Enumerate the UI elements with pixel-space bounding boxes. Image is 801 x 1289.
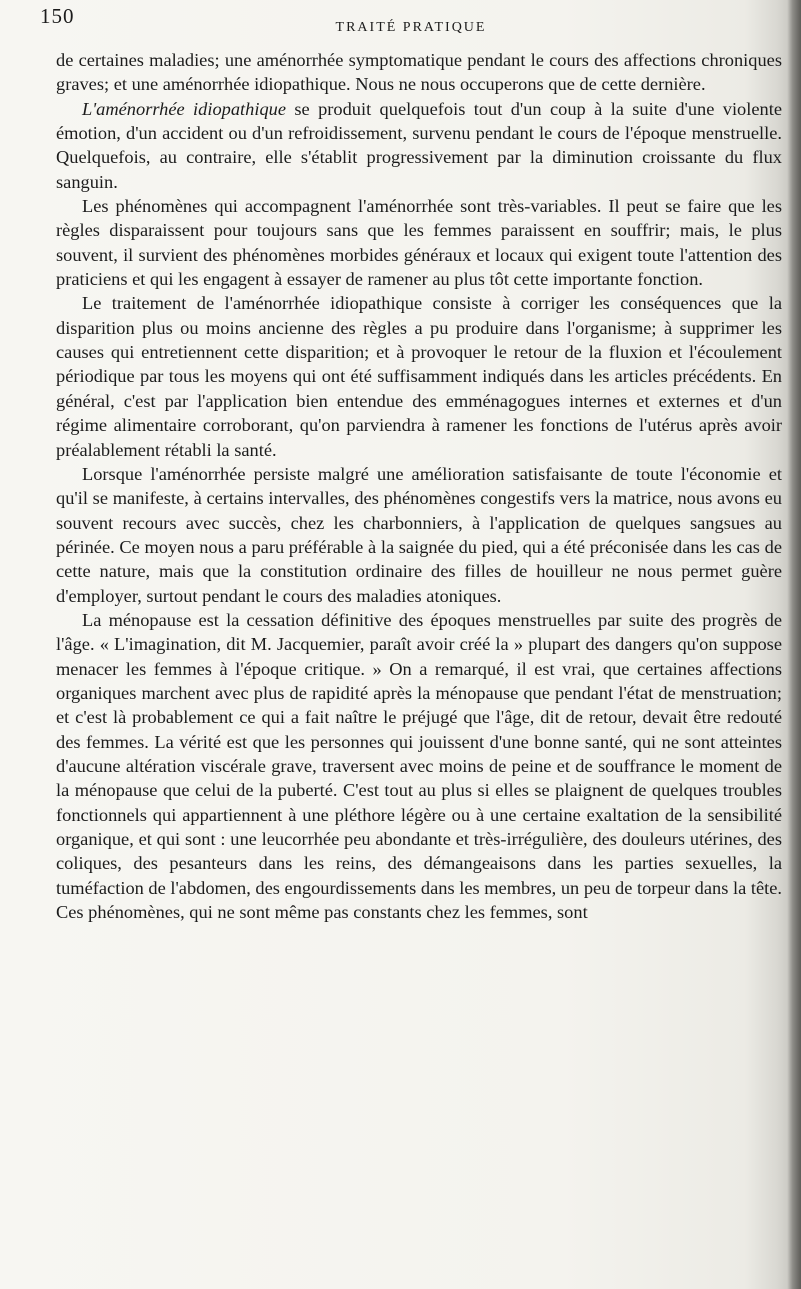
- paragraph-1: de certaines maladies; une aménorrhée symptomatique pendant le cours des affections chroniques graves; et une aménorrhée idiopathique. Nous ne nous occuperons que de cette dernière.: [56, 50, 782, 95]
- page-header: [40, 4, 782, 40]
- italic-term: L'aménorrhée idiopathique: [82, 98, 287, 119]
- paragraph-5: Lorsque l'aménorrhée persiste malgré une amélioration satisfaisante de toute l'économie et qu'il se manifeste, à certains intervalles, des phénomènes congestifs vers la matrice, nous avons eu souvent recours avec succès, chez les charbonniers, à l'application de quelques sangsues au périnée. Ce moyen nous a paru préférable à la saignée du pied, qui a été préconisée dans les cas de cette nature, mais que la constitution ordinaire des filles de houilleur ne nous permet guère d'employer, surtout pendant le cours des maladies atoniques.: [56, 463, 782, 606]
- paragraph-3: Les phénomènes qui accompagnent l'aménorrhée sont très-variables. Il peut se faire que les règles disparaissent pour toujours sans que les femmes paraissent en souffrir; mais, le plus souvent, il survient des phénomènes morbides généraux et locaux qui exigent toute l'attention des praticiens et qui les engagent à essayer de ramener au plus tôt cette importante fonction.: [56, 196, 782, 290]
- paragraph-6: La ménopause est la cessation définitive des époques menstruelles par suite des progrès de l'âge. « L'imagination, dit M. Jacquemier, paraît avoir créé la » plupart des dangers qu'on suppose menacer les femmes à l'époque critique. » On a remarqué, il est vrai, que certaines affections organiques marchent avec plus de rapidité après la ménopause que pendant l'état de menstruation; et c'est là probablement ce qui a fait naître le préjugé que l'âge, dit de retour, devait être redouté des femmes. La vérité est que les personnes qui jouissent d'une bonne santé, qui ne sont atteintes d'aucune altération viscérale grave, traversent avec moins de peine et de souffrance le moment de la ménopause que celui de la puberté. C'est tout au plus si elles se plaignent de quelques troubles fonctionnels qui appartiennent à une pléthore légère ou à une certaine exaltation de la sensibilité organique, et qui sont : une leucorrhée peu abondante et très-irrégulière, des douleurs utérines, des coliques, des pesanteurs dans les reins, des démangeaisons dans les parties sexuelles, la tuméfaction de l'abdomen, des engourdissements dans les membres, un peu de torpeur dans la tête. Ces phénomènes, qui ne sont même pas constants chez les femmes, sont: [56, 609, 782, 923]
- page-spine-shadow: [787, 0, 801, 1289]
- paragraph-2: [56, 97, 782, 194]
- paragraph-4: Le traitement de l'aménorrhée idiopathique consiste à corriger les conséquences que la disparition plus ou moins ancienne des règles a pu produire dans l'organisme; à supprimer les causes qui entretiennent cette disparition; et à provoquer le retour de la fluxion et l'écoulement périodique par tous les moyens qui ont été suffisamment indiqués dans les articles précédents. En général, c'est par l'application bien entendue des emménagogues internes et externes et d'un régime alimentaire corroborant, qu'on parviendra à ramener les fonctions de l'utérus après avoir préalablement rétabli la santé.: [56, 293, 782, 460]
- running-head: TRAITÉ PRATIQUE: [335, 20, 487, 35]
- page-number: 150: [40, 4, 75, 28]
- paragraph-2-text: se produit quelquefois tout d'un coup à la suite d'une violente émotion, d'un accident ou d'un refroidissement, survenu pendant le cours de l'époque menstruelle. Quelquefois, au contraire, elle s'établit progressivement par la diminution croissante du flux sanguin.: [56, 98, 782, 192]
- body-text: [56, 48, 782, 924]
